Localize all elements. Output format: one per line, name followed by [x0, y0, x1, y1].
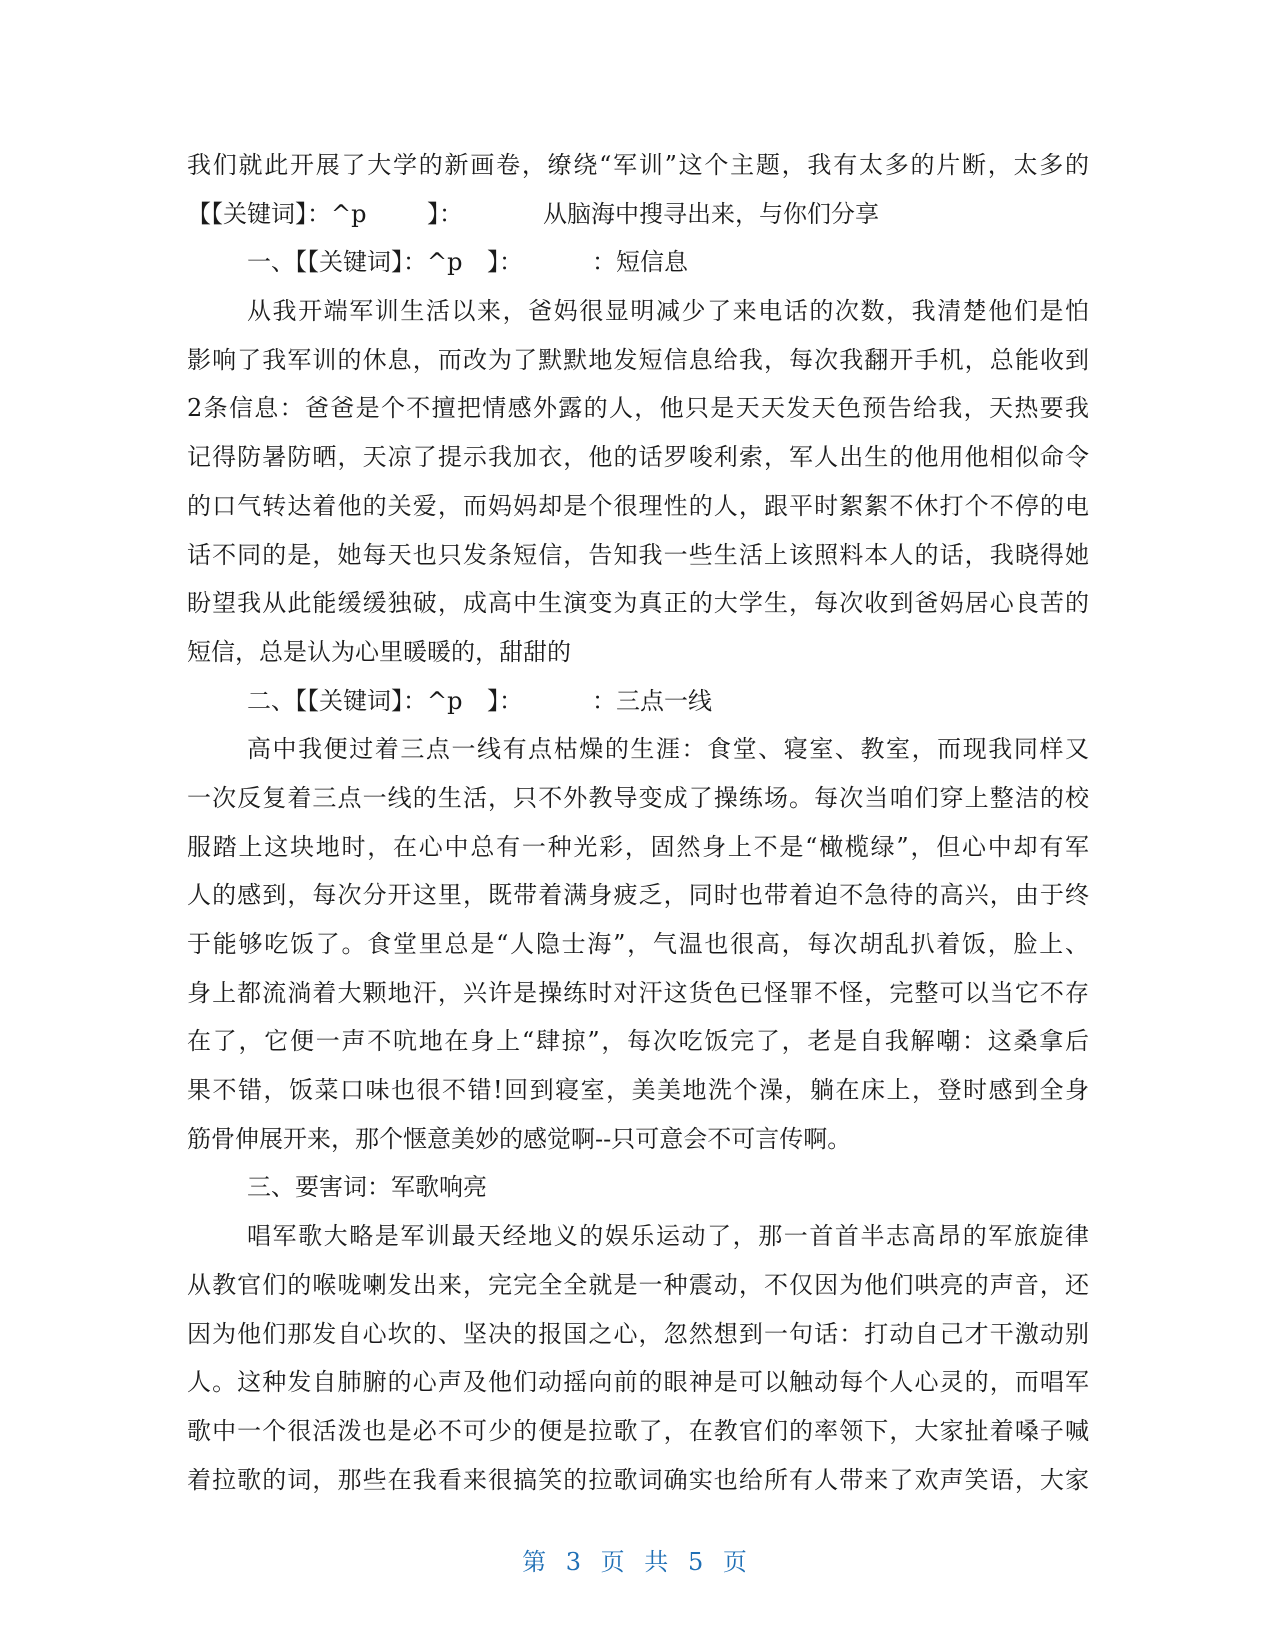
section-heading-title: ：短信息 — [592, 248, 688, 277]
paragraph-line: 高中我便过着三点一线有点枯燥的生涯：食堂、寝室、教室，而现我同样又 — [247, 735, 1089, 764]
paragraph-line: 歌中一个很活泼也是必不可少的便是拉歌了，在教官们的率领下，大家扯着嗓子喊 — [187, 1416, 1089, 1445]
keyword-bracket: 】： — [427, 199, 463, 228]
paragraph-line: 筋骨伸展开来，那个惬意美妙的感觉啊--只可意会不可言传啊。 — [187, 1124, 852, 1153]
paragraph-line: 着拉歌的词，那些在我看来很搞笑的拉歌词确实也给所有人带来了欢声笑语，大家 — [187, 1465, 1089, 1494]
paragraph-line: 因为他们那发自心坎的、坚决的报国之心，忽然想到一句话：打动自己才干激动别 — [187, 1319, 1089, 1348]
paragraph-line: 我们就此开展了大学的新画卷，缭绕“军训”这个主题，我有太多的片断，太多的 — [187, 151, 1089, 179]
paragraph-line: 果不错，饭菜口味也很不错!回到寝室，美美地洗个澡，躺在床上，登时感到全身 — [187, 1076, 1089, 1105]
section-heading-prefix: 二、【【关键词】：^p — [247, 686, 463, 715]
paragraph-line: 盼望我从此能缓缓独破，成高中生演变为真正的大学生，每次收到爸妈居心良苦的 — [187, 589, 1089, 618]
document-body — [187, 141, 1089, 1504]
section-heading-prefix: 一、【【关键词】：^p — [247, 248, 463, 277]
keyword-line-text: 从脑海中搜寻出来，与你们分享 — [543, 199, 879, 228]
paragraph-line: 影响了我军训的休息，而改为了默默地发短信息给我，每次我翻开手机，总能收到 — [187, 345, 1089, 374]
paragraph-line: 记得防暑防晒，天凉了提示我加衣，他的话罗唆利索，军人出生的他用他相似命令 — [187, 443, 1089, 472]
paragraph-line: 2条信息：爸爸是个不擅把情感外露的人，他只是天天发天色预告给我，天热要我 — [187, 394, 1089, 423]
keyword-bracket: 】： — [487, 686, 523, 715]
paragraph-line: 话不同的是，她每天也只发条短信，告知我一些生活上该照料本人的话，我晓得她 — [187, 540, 1089, 569]
page-number-footer: 第 3 页 共 5 页 — [522, 1548, 753, 1576]
paragraph-line: 一次反复着三点一线的生活，只不外教导变成了操练场。每次当咱们穿上整洁的校 — [187, 783, 1089, 812]
paragraph-line: 在了，它便一声不吭地在身上“肆掠”，每次吃饭完了，老是自我解嘲：这桑拿后 — [187, 1027, 1089, 1056]
section-heading-3: 三、要害词：军歌响亮 — [247, 1173, 487, 1202]
paragraph-line: 于能够吃饭了。食堂里总是“人隐士海”，气温也很高，每次胡乱扒着饭，脸上、 — [187, 930, 1089, 958]
section-heading-1 — [187, 238, 1089, 287]
paragraph-line: 人。这种发自肺腑的心声及他们动摇向前的眼神是可以触动每个人心灵的，而唱军 — [187, 1368, 1089, 1397]
paragraph-line: 唱军歌大略是军训最天经地义的娱乐运动了，那一首首半志高昂的军旅旋律 — [247, 1222, 1089, 1251]
paragraph-line: 身上都流淌着大颗地汗，兴许是操练时对汗这货色已怪罪不怪，完整可以当它不存 — [187, 978, 1089, 1007]
keyword-line — [187, 190, 1089, 239]
section-heading-2 — [187, 677, 1089, 726]
paragraph-line: 服踏上这块地时，在心中总有一种光彩，固然身上不是“橄榄绿”，但心中却有军 — [187, 832, 1089, 861]
keyword-bracket: 】： — [487, 248, 523, 277]
paragraph-line: 人的感到，每次分开这里，既带着满身疲乏，同时也带着迫不急待的高兴，由于终 — [187, 881, 1089, 910]
paragraph-line: 的口气转达着他的关爱，而妈妈却是个很理性的人，跟平时絮絮不休打个不停的电 — [187, 491, 1089, 520]
paragraph-line: 从教官们的喉咙喇发出来，完完全全就是一种震动，不仅因为他们哄亮的声音，还 — [187, 1270, 1089, 1299]
keyword-placeholder: 【【关键词】：^p — [187, 199, 367, 228]
paragraph-line: 短信，总是认为心里暖暖的，甜甜的 — [187, 637, 571, 666]
section-heading-title: ：三点一线 — [592, 686, 712, 715]
paragraph-line: 从我开端军训生活以来，爸妈很显明减少了来电话的次数，我清楚他们是怕 — [247, 297, 1089, 326]
